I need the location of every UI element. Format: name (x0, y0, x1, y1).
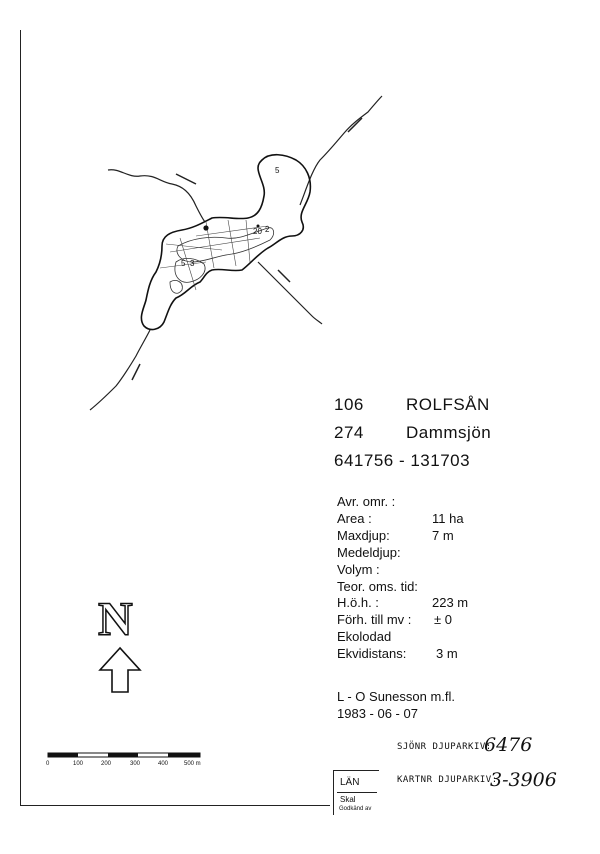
lake-number: 106 (334, 395, 364, 414)
coordinates: 641756 - 131703 (334, 451, 471, 470)
river-name: ROLFSÅN (406, 395, 490, 414)
stat-label: Area : (337, 511, 372, 526)
scale-label: 200 (101, 761, 112, 767)
stat-label: H.ö.h. : (337, 595, 379, 610)
stat-label: Ekvidistans: (337, 646, 407, 661)
flow-arrow-se (278, 270, 290, 282)
depth-contour (170, 280, 182, 293)
scale-label: 500 m (184, 761, 201, 767)
depth-label: 3 (190, 259, 195, 268)
stat-value: 223 m (432, 595, 469, 610)
sjonr-value: 6476 (484, 734, 533, 756)
scale-label: 300 (130, 761, 141, 767)
legend-mid: Skal (340, 795, 356, 804)
outflow-stream-sw (90, 330, 150, 410)
kartnr-label: KARTNR DJUPARKIV: (397, 775, 498, 785)
legend-bottom: Godkänd av (339, 806, 372, 812)
scale-label: 0 (46, 761, 50, 767)
depth-label: 2 (265, 225, 270, 234)
depth-label: 5 (181, 259, 186, 268)
stat-label: Avr. omr. : (337, 494, 396, 509)
sjonr-label: SJÖNR DJUPARKIV: (397, 742, 492, 752)
stat-label: Maxdjup: (337, 528, 390, 543)
depth-label: 20 (253, 227, 262, 236)
map-frame-left (20, 30, 21, 805)
stat-value: ± 0 (434, 612, 452, 627)
depth-point-max (203, 225, 208, 230)
depth-label: 5 (275, 166, 280, 175)
stat-label: Volym : (337, 562, 380, 577)
flow-arrow-west (176, 174, 196, 184)
north-label: N (98, 593, 133, 646)
stat-value: 11 ha (432, 511, 464, 526)
map-frame-bottom (20, 805, 330, 806)
legend-divider (337, 792, 377, 793)
scale-bar (48, 753, 200, 757)
kartnr-value: 3-3906 (490, 769, 557, 791)
author: L - O Sunesson m.fl. (337, 689, 456, 704)
stat-value: 3 m (436, 646, 458, 661)
scale-label: 400 (158, 761, 169, 767)
stream-se (258, 262, 322, 324)
survey-date: 1983 - 06 - 07 (337, 706, 418, 721)
flow-arrow-ne (348, 118, 362, 132)
scale-label: 100 (73, 761, 84, 767)
stat-value: 7 m (432, 528, 454, 543)
stat-label: Teor. oms. tid: (337, 579, 418, 594)
legend-top: LÄN (340, 777, 360, 788)
flow-arrow-sw (132, 364, 140, 380)
outflow-stream-ne (300, 96, 382, 205)
stat-label: Förh. till mv : (337, 612, 412, 627)
lake-code: 274 (334, 423, 364, 442)
lake-shoreline (141, 155, 310, 330)
stat-label: Ekolodad (337, 629, 392, 644)
stat-label: Medeldjup: (337, 545, 401, 560)
north-arrow-icon (100, 648, 140, 692)
inflow-stream-west (108, 170, 205, 222)
lake-name: Dammsjön (406, 423, 492, 442)
